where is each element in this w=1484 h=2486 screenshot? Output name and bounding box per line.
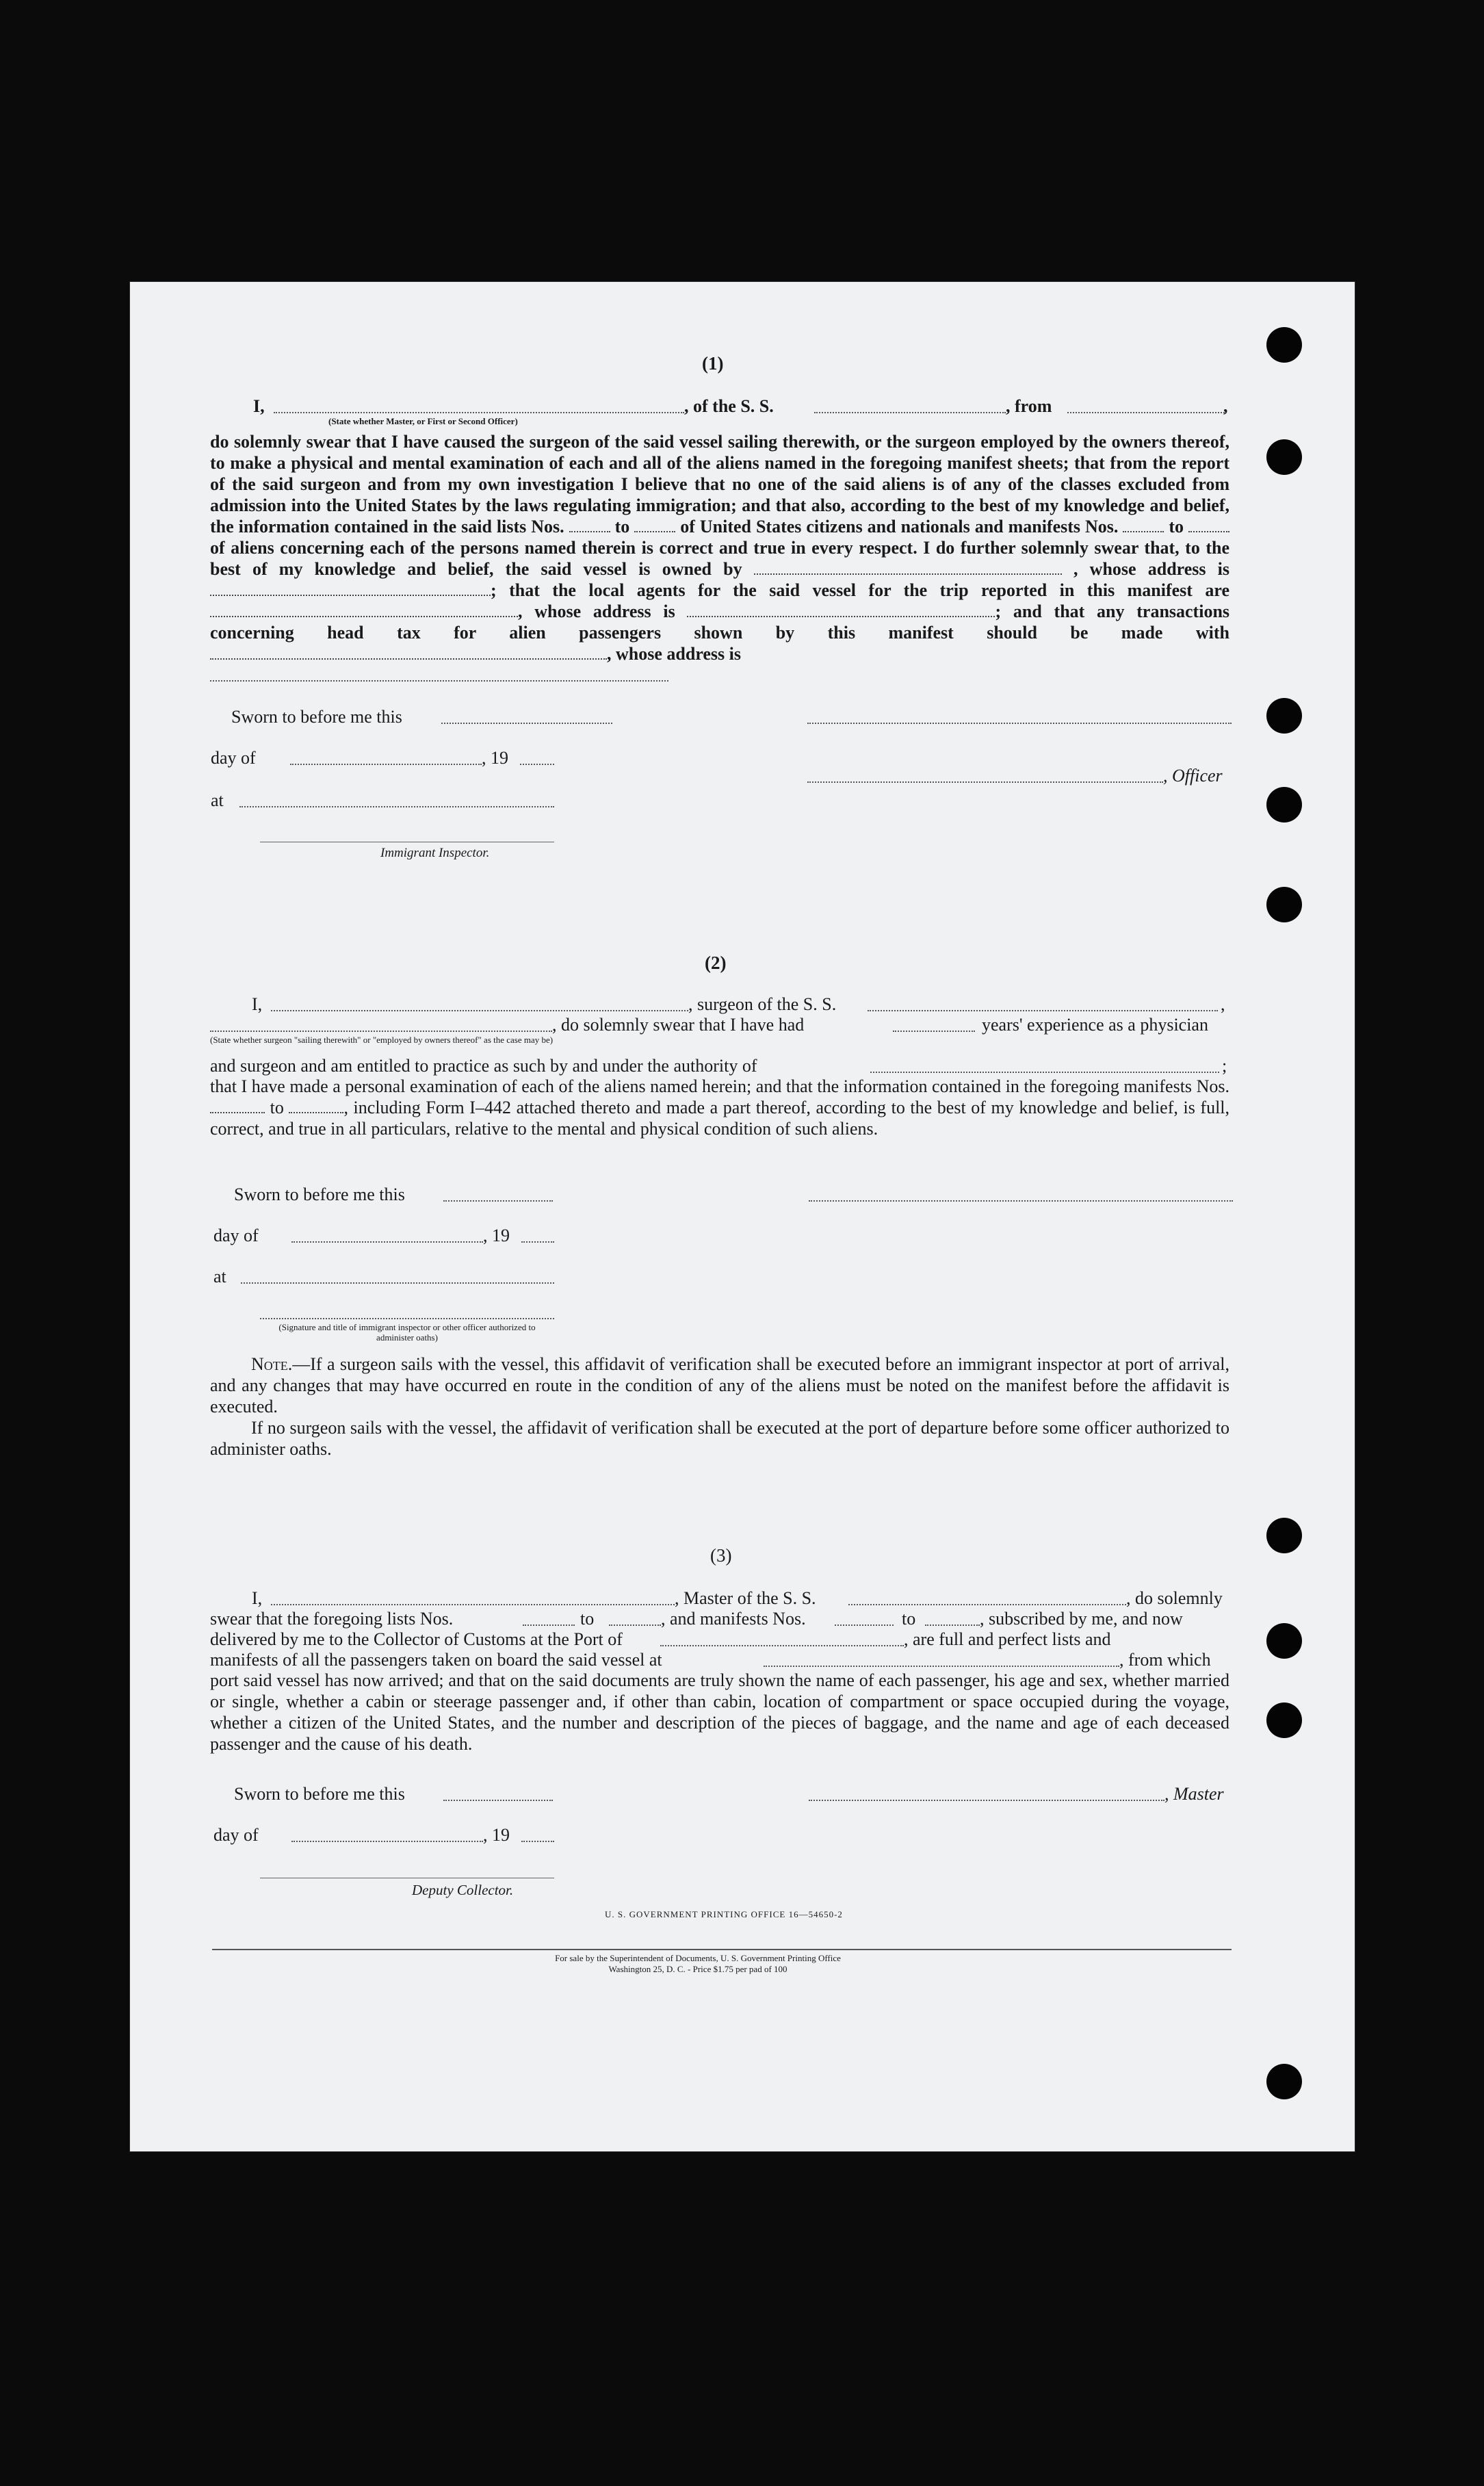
section-1-text-a: do solemnly swear that I have caused the surgeon of the said vessel sailing therewith, or the surgeon employed by the owners thereof, to make a physical and mental examination of each and all of the aliens named in the foregoing manifest sheets; that from the report of the said surgeon and from my own investigation I believe that no one of the said aliens is of any of the classes excluded from admission into the United States by the laws regulating immigration; and that also, according to the best of my knowledge and belief, the information contained in the said lists Nos. xyxy=(210,432,1229,536)
note-label: Note. xyxy=(251,1354,293,1374)
section-1-text-b: of United States citizens and nationals and manifests Nos. xyxy=(680,517,1119,536)
s3-lists-from-line xyxy=(523,1624,575,1626)
surgeon-type-caption: (State whether surgeon "sailing therewith" or "employed by owners thereof" as the case may be) xyxy=(210,1035,554,1045)
embarked-port-line xyxy=(764,1666,1119,1667)
comma: , xyxy=(1223,396,1228,416)
agents-blank xyxy=(210,602,518,617)
note-text-1: —If a surgeon sails with the vessel, this affidavit of verification shall be executed before an immigrant inspector at port of arrival, and any changes that may have occurred en route in the condition of any of the aliens must be noted on the manifest before the affidavit is executed. xyxy=(210,1354,1229,1416)
surgeon-name-line xyxy=(271,1010,688,1011)
s3-to-1: to xyxy=(580,1609,595,1629)
year-line-1 xyxy=(520,764,554,765)
binder-hole-7 xyxy=(1266,1623,1302,1659)
whose-address-label: , whose address is xyxy=(1073,559,1230,579)
whose-address-label-3: , whose address is xyxy=(607,644,742,664)
master-name-line-3 xyxy=(271,1604,675,1605)
binder-hole-4 xyxy=(1266,787,1302,823)
surgeon-vessel-line xyxy=(868,1010,1218,1011)
signature-caption: (Signature and title of immigrant inspector or other officer authorized to administer oaths) xyxy=(278,1322,536,1343)
manifest-page xyxy=(130,282,1355,2151)
at-label-1: at xyxy=(211,790,224,810)
authority-line xyxy=(870,1072,1219,1073)
sworn-label-1: Sworn to before me this xyxy=(231,707,402,727)
whose-address-label-2: whose address is xyxy=(534,601,675,621)
role-caption: (State whether Master, or First or Second Officer) xyxy=(328,416,518,426)
owner-blank xyxy=(754,560,1062,575)
day-of-line-1 xyxy=(290,764,482,765)
section-1-paragraph: do solemnly swear that I have caused the surgeon of the said vessel sailing therewith, or the surgeon employed by the owners thereof, to make a physical and mental examination of each and all of the aliens named in the foregoing manifest sheets; that from the report of the said surgeon and from my own investigation I believe that no one of the said aliens is of any of the classes excluded from admission into the United States by the laws regulating immigration; and that also, according to the best of my knowledge and belief, the information contained in the said lists Nos. to of United States citizens and nationals and manifests Nos. to of aliens concerning each of the persons named therein is correct and true in every respect. I do further solemnly swear that, to the best of my knowledge and belief, the said vessel is owned by , whose address is ; that the local agents for the said vessel for the trip reported in this manifest are , whose address is ; and that any transactions concerning head tax for alien passengers shown by this manifest should be made with , whose address is xyxy=(210,432,1230,664)
years-label: years' experience as a physician xyxy=(982,1015,1208,1035)
year-label-2: , 19 xyxy=(483,1226,510,1245)
binder-hole-6 xyxy=(1266,1518,1302,1553)
year-label-1: , 19 xyxy=(482,748,508,768)
s3-manifests-from-line xyxy=(835,1624,894,1626)
from-which-label: , from which xyxy=(1119,1650,1211,1670)
head-tax-address-line xyxy=(210,680,668,682)
binder-hole-3 xyxy=(1266,698,1302,734)
binder-hole-9 xyxy=(1266,2064,1302,2099)
year-line-2 xyxy=(521,1241,554,1243)
surgeon-signature-line xyxy=(809,1200,1233,1202)
subscribed-label: , subscribed by me, and now xyxy=(980,1609,1183,1629)
s3-lists-to-line xyxy=(609,1624,661,1626)
section-2-intro: I, xyxy=(252,994,263,1014)
section-1-intro: I, xyxy=(253,396,265,416)
at-label-2: at xyxy=(213,1267,226,1286)
section-3-paragraph xyxy=(210,1670,1229,1755)
section-2-to: to xyxy=(270,1098,284,1117)
note-paragraph-2 xyxy=(210,1417,1229,1460)
sworn-label-3: Sworn to before me this xyxy=(234,1784,405,1804)
note-paragraph xyxy=(210,1354,1229,1417)
note-text-2: If no surgeon sails with the vessel, the affidavit of verification shall be executed at the port of departure before some officer authorized to administer oaths. xyxy=(210,1418,1229,1459)
and-manifests-label: , and manifests Nos. xyxy=(661,1609,806,1629)
footer-rule xyxy=(212,1949,1232,1950)
immigrant-inspector-label: Immigrant Inspector. xyxy=(380,846,490,860)
from-port-line xyxy=(1067,412,1225,413)
head-tax-text: ; and that any transactions concerning head tax for alien passengers shown by this manifest should be made with xyxy=(210,601,1230,643)
local-agents-text: that the local agents for the said vessel for the trip reported in this manifest are xyxy=(509,580,1229,600)
section-3-number: (3) xyxy=(710,1545,732,1566)
deputy-collector-label: Deputy Collector. xyxy=(412,1882,514,1898)
manifests-all-text: manifests of all the passengers taken on board the said vessel at xyxy=(210,1650,662,1670)
binder-hole-2 xyxy=(1266,439,1302,475)
section-2-paragraph xyxy=(210,1076,1229,1139)
section-3-intro: I, xyxy=(252,1588,263,1608)
day-of-line-3 xyxy=(291,1841,483,1842)
master-of-label: , Master of the S. S. xyxy=(675,1588,816,1608)
vessel-name-line xyxy=(814,412,1006,413)
day-of-label-3: day of xyxy=(213,1825,259,1845)
surgeon-of-label: , surgeon of the S. S. xyxy=(688,994,837,1014)
day-of-label-1: day of xyxy=(211,748,256,768)
delivered-text: delivered by me to the Collector of Customs at the Port of xyxy=(210,1629,623,1649)
sworn-line-1 xyxy=(441,723,612,724)
head-tax-party-blank xyxy=(210,645,607,660)
inspector-signature-line-2 xyxy=(260,1318,554,1319)
agents-address-blank xyxy=(687,602,995,617)
comma: , xyxy=(1221,994,1225,1014)
section-3-text-b: port said vessel has now arrived; and that on the said documents are truly shown the name of each passenger, his age and sex, whether married or single, whether a cabin or steerage passenger and, if other than cabin, location of compartment or space occupied during the voyage, whether a citizen of the United States, and the number and description of the pieces of baggage, and the name and age of each deceased passenger and the cause of his death. xyxy=(210,1670,1229,1754)
year-line-3 xyxy=(521,1841,554,1842)
section-3-text-a: swear that the foregoing lists Nos. xyxy=(210,1609,454,1629)
day-of-label-2: day of xyxy=(213,1226,259,1245)
of-the-ss-label: , of the S. S. xyxy=(684,396,774,416)
lists-to-blank xyxy=(634,517,675,532)
do-solemnly-label: , do solemnly xyxy=(1126,1588,1223,1608)
owner-address-blank xyxy=(210,581,491,596)
port-line xyxy=(660,1645,904,1646)
master-name-line xyxy=(274,412,684,413)
s3-to-2: to xyxy=(902,1609,916,1629)
lists-from-blank xyxy=(569,517,610,532)
binder-hole-1 xyxy=(1266,327,1302,363)
section-2-text-b: , including Form I–442 attached thereto and made a part thereof, according to the best of my knowledge and belief, is full, correct, and true in all particulars, relative to the mental and physical condition of such aliens. xyxy=(210,1098,1230,1139)
sale-line-1: For sale by the Superintendent of Documents, U. S. Government Printing Office xyxy=(555,1953,841,1963)
semicolon: ; xyxy=(1222,1056,1227,1076)
year-label-3: , 19 xyxy=(483,1825,510,1845)
master-vessel-line xyxy=(848,1604,1126,1605)
sworn-label-2: Sworn to before me this xyxy=(234,1184,405,1204)
full-lists-label: , are full and perfect lists and xyxy=(904,1629,1111,1649)
at-line-1 xyxy=(239,806,554,807)
binder-hole-5 xyxy=(1266,887,1302,922)
surgeon-type-line xyxy=(210,1031,552,1032)
from-label: , from xyxy=(1006,396,1052,416)
manifests-from-blank xyxy=(1123,517,1164,532)
to-label-2: to xyxy=(1169,517,1184,536)
surgeon-manifests-to-blank xyxy=(289,1098,343,1113)
to-label-1: to xyxy=(614,517,630,536)
sale-line-2: Washington 25, D. C. - Price $1.75 per pad of 100 xyxy=(608,1964,787,1974)
master-label: , Master xyxy=(1164,1784,1224,1804)
day-of-line-2 xyxy=(291,1241,483,1243)
sworn-line-3 xyxy=(443,1800,553,1801)
officer-signature-line xyxy=(807,781,1163,783)
years-line xyxy=(893,1031,975,1032)
s3-manifests-to-line xyxy=(925,1624,980,1626)
binder-hole-8 xyxy=(1266,1702,1302,1738)
at-line-2 xyxy=(241,1282,554,1284)
section-1-number: (1) xyxy=(702,353,724,374)
section-2-text-a: that I have made a personal examination of each of the aliens named herein; and that the information contained in the foregoing manifests Nos. xyxy=(210,1076,1229,1096)
sworn-line-2 xyxy=(443,1200,553,1202)
section-2-number: (2) xyxy=(705,953,727,973)
authority-text: and surgeon and am entitled to practice as such by and under the authority of xyxy=(210,1056,757,1076)
section-1-text-c: of aliens concerning each of the persons named therein is correct and true in every respect. I do further solemnly swear that, to the best of my knowledge and belief, the said vessel is owned by xyxy=(210,538,1229,579)
officer-label: , Officer xyxy=(1163,766,1223,786)
manifests-to-blank xyxy=(1188,517,1229,532)
officer-signature-top-line xyxy=(807,723,1232,724)
printing-office-line: U. S. GOVERNMENT PRINTING OFFICE 16—54650-2 xyxy=(605,1909,843,1919)
master-signature-line xyxy=(809,1800,1164,1801)
swear-label: , do solemnly swear that I have had xyxy=(552,1015,805,1035)
surgeon-manifests-from-blank xyxy=(210,1098,265,1113)
